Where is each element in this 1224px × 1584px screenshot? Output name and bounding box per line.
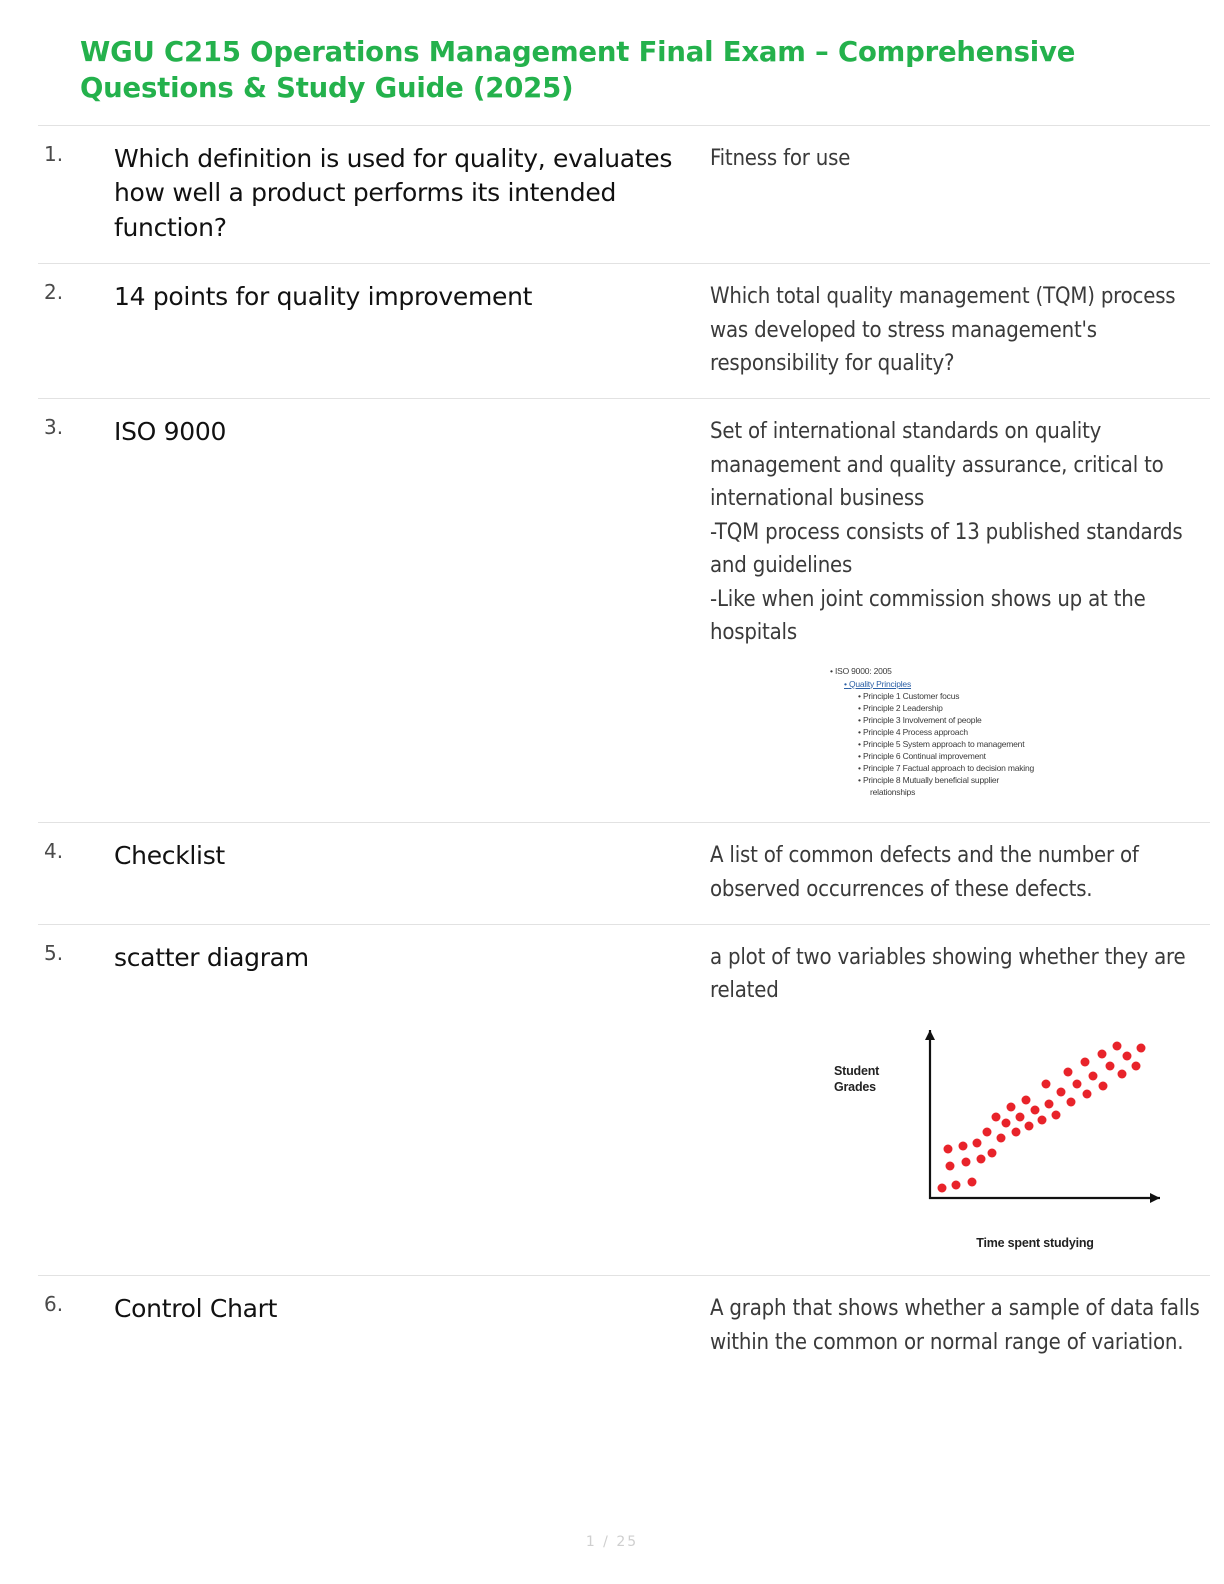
iso-principle-continuation: relationships: [870, 787, 916, 798]
row-definition: A list of common defects and the number of observed occurrences of these defects.: [710, 843, 1139, 902]
table-row: [38, 125, 1210, 264]
qa-table: [38, 125, 1210, 1378]
page-indicator: 1 / 25: [585, 1534, 639, 1550]
row-term: Checklist: [114, 841, 225, 871]
row-definition-cell: [710, 399, 1210, 823]
row-number: 5.: [44, 941, 64, 966]
row-definition: Fitness for use: [710, 145, 851, 171]
row-definition: a plot of two variables showing whether they are related: [710, 945, 1186, 1004]
scatter-plot-svg: [830, 1022, 1180, 1222]
row-number: 2.: [44, 280, 64, 305]
table-row: [38, 399, 1210, 823]
table-row: [38, 264, 1210, 399]
iso-principle-item: • Principle 8 Mutually beneficial supplier: [858, 775, 1000, 786]
table-row: [38, 823, 1210, 925]
iso-principle-item: • Principle 6 Continual improvement: [858, 750, 986, 761]
row-term: Which definition is used for quality, evaluates how well a product performs its intended function?: [114, 143, 673, 242]
row-number: 4.: [44, 839, 64, 864]
iso-principle-item: • Principle 7 Factual approach to decision making: [858, 762, 1035, 773]
row-number: 1.: [44, 141, 64, 166]
row-definition: Set of international standards on quality management and quality assurance, critical to international business -TQM process consists of 13 published standards and guidelines -Like when joint commission shows up at the hospitals: [710, 419, 1183, 646]
iso-principles-figure: [830, 665, 1130, 798]
row-number: 6.: [44, 1292, 64, 1317]
iso-figure-heading: • ISO 9000: 2005: [830, 666, 892, 677]
scatter-diagram-figure: [830, 1022, 1180, 1253]
scatter-x-axis-label: Time spent studying: [976, 1236, 1094, 1251]
row-definition: A graph that shows whether a sample of data falls within the common or normal range of variation.: [710, 1296, 1200, 1355]
iso-principle-item: • Principle 5 System approach to management: [858, 738, 1025, 749]
row-number: 3.: [44, 415, 64, 440]
iso-principle-item: • Principle 3 Involvement of people: [858, 714, 982, 725]
row-definition-cell: [710, 925, 1210, 1276]
row-term: Control Chart: [114, 1294, 278, 1324]
table-row: [38, 1276, 1210, 1377]
page-title: WGU C215 Operations Management Final Exam – Comprehensive Questions & Study Guide (2025): [80, 36, 1076, 105]
row-term: ISO 9000: [114, 417, 227, 447]
row-term: scatter diagram: [114, 943, 309, 973]
iso-figure-subheading: • Quality Principles: [844, 678, 912, 689]
iso-principle-item: • Principle 4 Process approach: [858, 726, 968, 737]
scatter-y-axis-label: Student Grades: [834, 1063, 880, 1094]
row-definition: Which total quality management (TQM) process was developed to stress management's responsibility for quality?: [710, 284, 1176, 376]
iso-principle-item: • Principle 2 Leadership: [858, 702, 943, 713]
row-term: 14 points for quality improvement: [114, 282, 533, 312]
table-row: [38, 925, 1210, 1276]
iso-principle-item: • Principle 1 Customer focus: [858, 690, 960, 701]
